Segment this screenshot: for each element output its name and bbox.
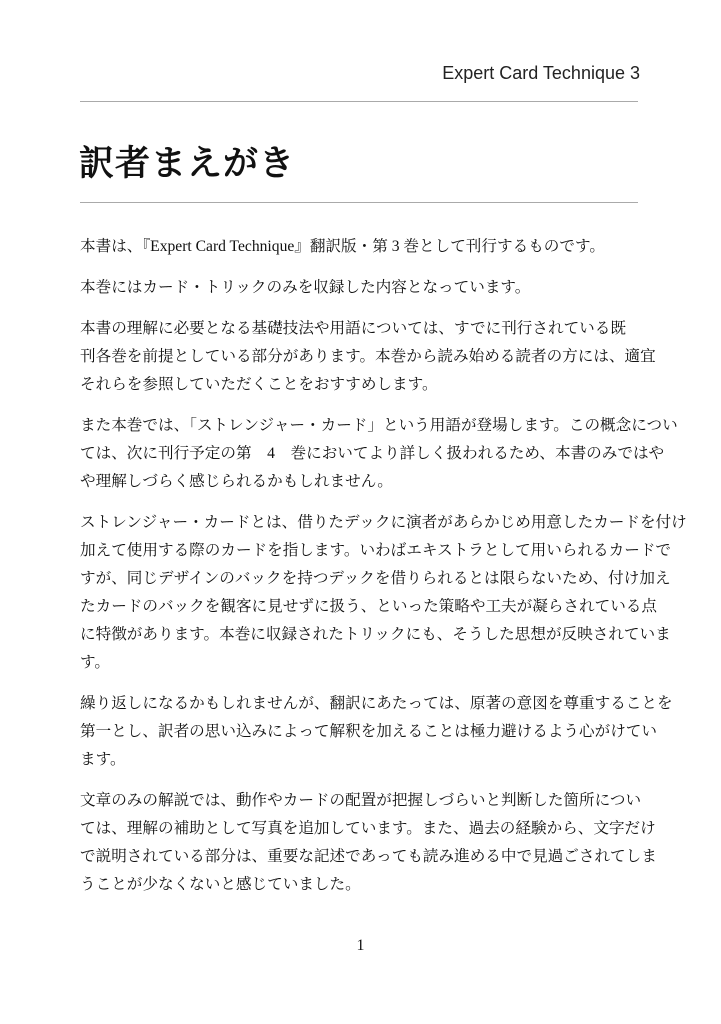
text-line: で説明されている部分は、重要な記述であっても読み進める中で見過ごされてしま	[80, 848, 657, 865]
paragraph	[80, 233, 650, 261]
running-header: Expert Card Technique 3	[442, 63, 640, 83]
page-number: 1	[356, 937, 365, 954]
text-line: ストレンジャー・カードとは、借りたデックに演者があらかじめ用意したカードを付け	[80, 514, 687, 531]
text-line: 本巻にはカード・トリックのみを収録した内容となっています。	[80, 279, 531, 296]
paragraph	[80, 315, 656, 399]
text-line: たカードのバックを観客に見せずに扱う、といった策略や工夫が凝らされている点	[80, 598, 657, 615]
document-body	[80, 233, 687, 912]
text-line: に特徴があります。本巻に収録されたトリックにも、そうした思想が反映されていま	[80, 626, 671, 643]
text-line: ては、理解の補助として写真を追加しています。また、過去の経験から、文字だけ	[80, 820, 656, 837]
text-line: 刊各巻を前提としている部分があります。本巻から読み始める読者の方には、適宜	[80, 348, 656, 365]
paragraph	[80, 274, 650, 302]
text-line: 本書は、『Expert Card Technique』翻訳版・第 3 巻として刊行するものです。	[80, 238, 605, 255]
text-line: 加えて使用する際のカードを指します。いわばエキストラとして用いられるカードで	[80, 542, 672, 559]
paragraph	[80, 690, 673, 774]
header-divider	[80, 101, 638, 102]
page-title: 訳者まえがき	[79, 144, 296, 183]
title-divider	[80, 202, 638, 203]
paragraph	[80, 787, 657, 899]
text-line: うことが少なくないと感じていました。	[80, 876, 361, 893]
text-line: また本巻では、「ストレンジャー・カード」という用語が登場します。この概念につい	[80, 417, 678, 434]
paragraph	[80, 509, 687, 677]
text-line: 繰り返しになるかもしれませんが、翻訳にあたっては、原著の意図を尊重することを	[80, 695, 673, 712]
text-line: や理解しづらく感じられるかもしれません。	[80, 473, 393, 490]
text-line: それらを参照していただくことをおすすめします。	[80, 376, 438, 393]
text-line: ては、次に刊行予定の第 4 巻においてより詳しく扱われるため、本書のみではや	[80, 445, 665, 462]
paragraph	[80, 412, 678, 496]
text-line: 本書の理解に必要となる基礎技法や用語については、すでに刊行されている既	[80, 320, 626, 337]
text-line: ます。	[80, 751, 126, 768]
text-line: 第一とし、訳者の思い込みによって解釈を加えることは極力避けるよう心がけてい	[80, 723, 657, 740]
text-line: す。	[80, 654, 110, 671]
text-line: 文章のみの解説では、動作やカードの配置が把握しづらいと判断した箇所につい	[80, 792, 642, 809]
text-line: すが、同じデザインのバックを持つデックを借りられるとは限らないため、付け加え	[80, 570, 671, 587]
